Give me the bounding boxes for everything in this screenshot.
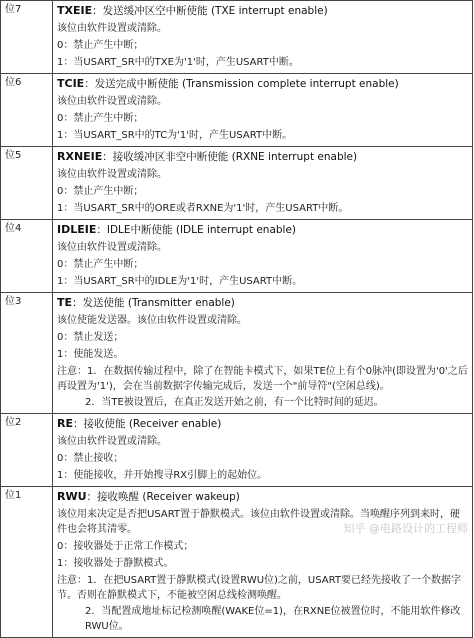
bit-title [57, 221, 469, 239]
watermark: 知乎 @电路设计的工程师 [343, 522, 468, 535]
bit-name: TCIE [57, 77, 85, 90]
bit-desc: 该位由软件设置或清除。 [57, 96, 167, 107]
bit-desc: 该位使能发送器。该位由软件设置或清除。 [57, 315, 247, 326]
bit-title-text: ：接收缓冲区非空中断使能 (RXNE interrupt enable) [102, 151, 358, 163]
bit-desc: 该位由软件设置或清除。 [57, 169, 167, 180]
bit-option-0: 0：禁止接收； [57, 453, 124, 464]
bit-note-2: 2．当配置成地址标记检测唤醒(WAKE位=1)，在RXNE位被置位时，不能用软件修改RWU位。 [85, 606, 461, 632]
bit-desc: 该位由软件设置或清除。 [57, 242, 167, 253]
register-row-bit7 [1, 1, 473, 74]
bit-option-0: 0：禁止发送； [57, 332, 124, 343]
bit-name: TE [57, 296, 73, 309]
bit-title-text: ：IDLE中断使能 (IDLE interrupt enable) [96, 224, 297, 236]
bit-title [57, 488, 469, 506]
bit-title-text: ：接收使能 (Receiver enable) [72, 418, 222, 430]
bit-title [57, 415, 469, 433]
bit-name: RWU [57, 490, 87, 503]
bit-description-cell [53, 220, 473, 293]
register-row-bit6 [1, 74, 473, 147]
bit-option-1: 1：当USART_SR中的TXE为'1'时，产生USART中断。 [57, 57, 299, 68]
bit-label: 位7 [1, 1, 53, 74]
bit-name: RE [57, 417, 73, 430]
bit-description-cell [53, 487, 473, 638]
bit-title [57, 75, 469, 93]
bit-title-text: ：接收唤醒 (Receiver wakeup) [86, 491, 240, 503]
bit-option-0: 0：禁止产生中断； [57, 259, 144, 270]
register-row-bit5 [1, 147, 473, 220]
bit-note-2: 2．当TE被设置后，在真正发送开始之前，有一个比特时间的延迟。 [85, 397, 384, 408]
bit-title [57, 294, 469, 312]
bit-desc: 该位由软件设置或清除。 [57, 436, 167, 447]
bit-option-0: 0：禁止产生中断； [57, 186, 144, 197]
bit-label: 位4 [1, 220, 53, 293]
bit-name: RXNEIE [57, 150, 103, 163]
bit-option-0: 0：禁止产生中断； [57, 113, 144, 124]
bit-option-1: 1：当USART_SR中的TC为'1'时，产生USART中断。 [57, 130, 293, 141]
bit-title-text: ：发送使能 (Transmitter enable) [72, 297, 235, 309]
bit-desc: 该位由软件设置或清除。 [57, 23, 167, 34]
bit-label: 位6 [1, 74, 53, 147]
bit-option-1: 1：当USART_SR中的IDLE为'1'时，产生USART中断。 [57, 276, 303, 287]
register-row-bit2 [1, 414, 473, 487]
bit-option-1: 1：当USART_SR中的ORE或者RXNE为'1'时，产生USART中断。 [57, 203, 349, 214]
bit-description-cell [53, 147, 473, 220]
bit-title-text: ：发送缓冲区空中断使能 (TXE interrupt enable) [92, 5, 328, 17]
bit-option-0: 0：接收器处于正常工作模式； [57, 541, 194, 552]
bit-title [57, 2, 469, 20]
register-row-bit4 [1, 220, 473, 293]
bit-option-0: 0：禁止产生中断； [57, 40, 144, 51]
bit-label: 位5 [1, 147, 53, 220]
register-row-bit1 [1, 487, 473, 638]
bit-desc: 该位用来决定是否把USART置于静默模式。该位由软件设置或清除。当唤醒序列到来时，硬件也会将其清零。 [57, 509, 461, 535]
bit-note-1: 注意：1．在数据传输过程中，除了在智能卡模式下，如果TE位上有个0脉冲(即设置为'0'之后再设置为'1')，会在当前数据字传输完成后，发送一个"前导符"(空闲总线)。 [57, 366, 468, 392]
bit-name: IDLEIE [57, 223, 97, 236]
bit-note-1: 注意：1．在把USART置于静默模式(设置RWU位)之前，USART要已经先接收了一个数据字节。否则在静默模式下，不能被空闲总线检测唤醒。 [57, 575, 461, 601]
bit-label: 位3 [1, 293, 53, 414]
bit-option-1: 1：接收器处于静默模式。 [57, 558, 174, 569]
bit-name: TXEIE [57, 4, 93, 17]
bit-label: 位2 [1, 414, 53, 487]
bit-option-1: 1：使能发送。 [57, 349, 124, 360]
bit-description-cell [53, 293, 473, 414]
bit-description-cell [53, 414, 473, 487]
bit-option-1: 1：使能接收，并开始搜寻RX引脚上的起始位。 [57, 470, 268, 481]
bit-title [57, 148, 469, 166]
bit-label: 位1 [1, 487, 53, 638]
register-row-bit3 [1, 293, 473, 414]
bit-title-text: ：发送完成中断使能 (Transmission complete interrupt enable) [84, 78, 399, 90]
bit-description-cell [53, 1, 473, 74]
bit-description-cell [53, 74, 473, 147]
